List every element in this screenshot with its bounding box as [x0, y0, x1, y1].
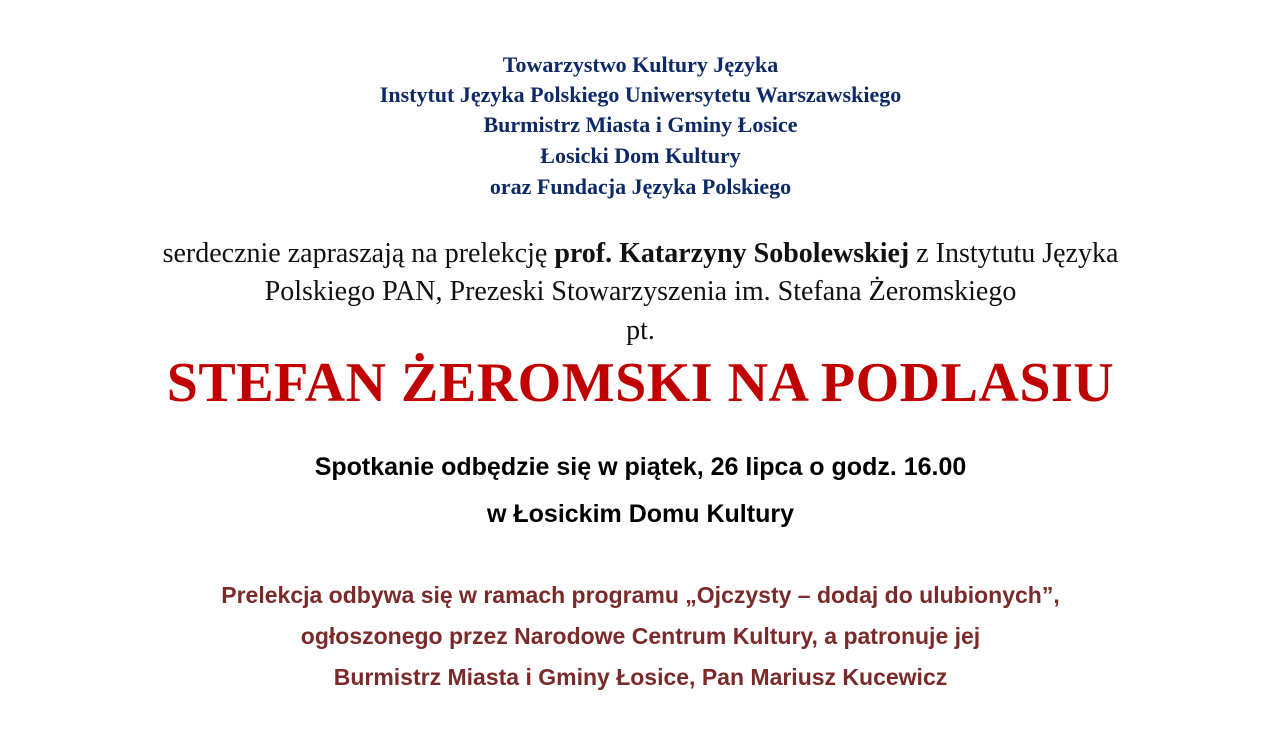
invitation-prefix: serdecznie zapraszają na prelekcję: [162, 238, 555, 269]
organizer-line: oraz Fundacja Języka Polskiego: [489, 174, 792, 199]
speaker-name: prof. Katarzyny Sobolewskiej: [554, 238, 910, 269]
organizer-line: Burmistrz Miasta i Gminy Łosice: [483, 112, 798, 137]
lecture-title: STEFAN ŻEROMSKI NA PODLASIU: [166, 352, 1115, 414]
organizer-line: Łosicki Dom Kultury: [540, 143, 741, 168]
invitation-line-3: pt.: [626, 315, 655, 346]
program-line: Burmistrz Miasta i Gminy Łosice, Pan Mariusz Kucewicz: [333, 664, 948, 690]
program-line: ogłoszonego przez Narodowe Centrum Kultury, a patronuje jej: [300, 623, 981, 649]
organizer-line: Instytut Języka Polskiego Uniwersytetu Warszawskiego: [379, 82, 902, 107]
invitation-suffix: z Instytutu Języka: [909, 238, 1119, 269]
organizer-line: Towarzystwo Kultury Języka: [502, 52, 779, 77]
invitation-line-2: Polskiego PAN, Prezeski Stowarzyszenia im. Stefana Żeromskiego: [264, 276, 1017, 307]
meeting-place-line: w Łosickim Domu Kultury: [487, 500, 794, 528]
meeting-date-line: Spotkanie odbędzie się w piątek, 26 lipca o godz. 16.00: [314, 453, 967, 481]
program-line: Prelekcja odbywa się w ramach programu „Ojczysty – dodaj do ulubionych”,: [221, 582, 1060, 608]
invitation-line-1: [0, 235, 1281, 273]
